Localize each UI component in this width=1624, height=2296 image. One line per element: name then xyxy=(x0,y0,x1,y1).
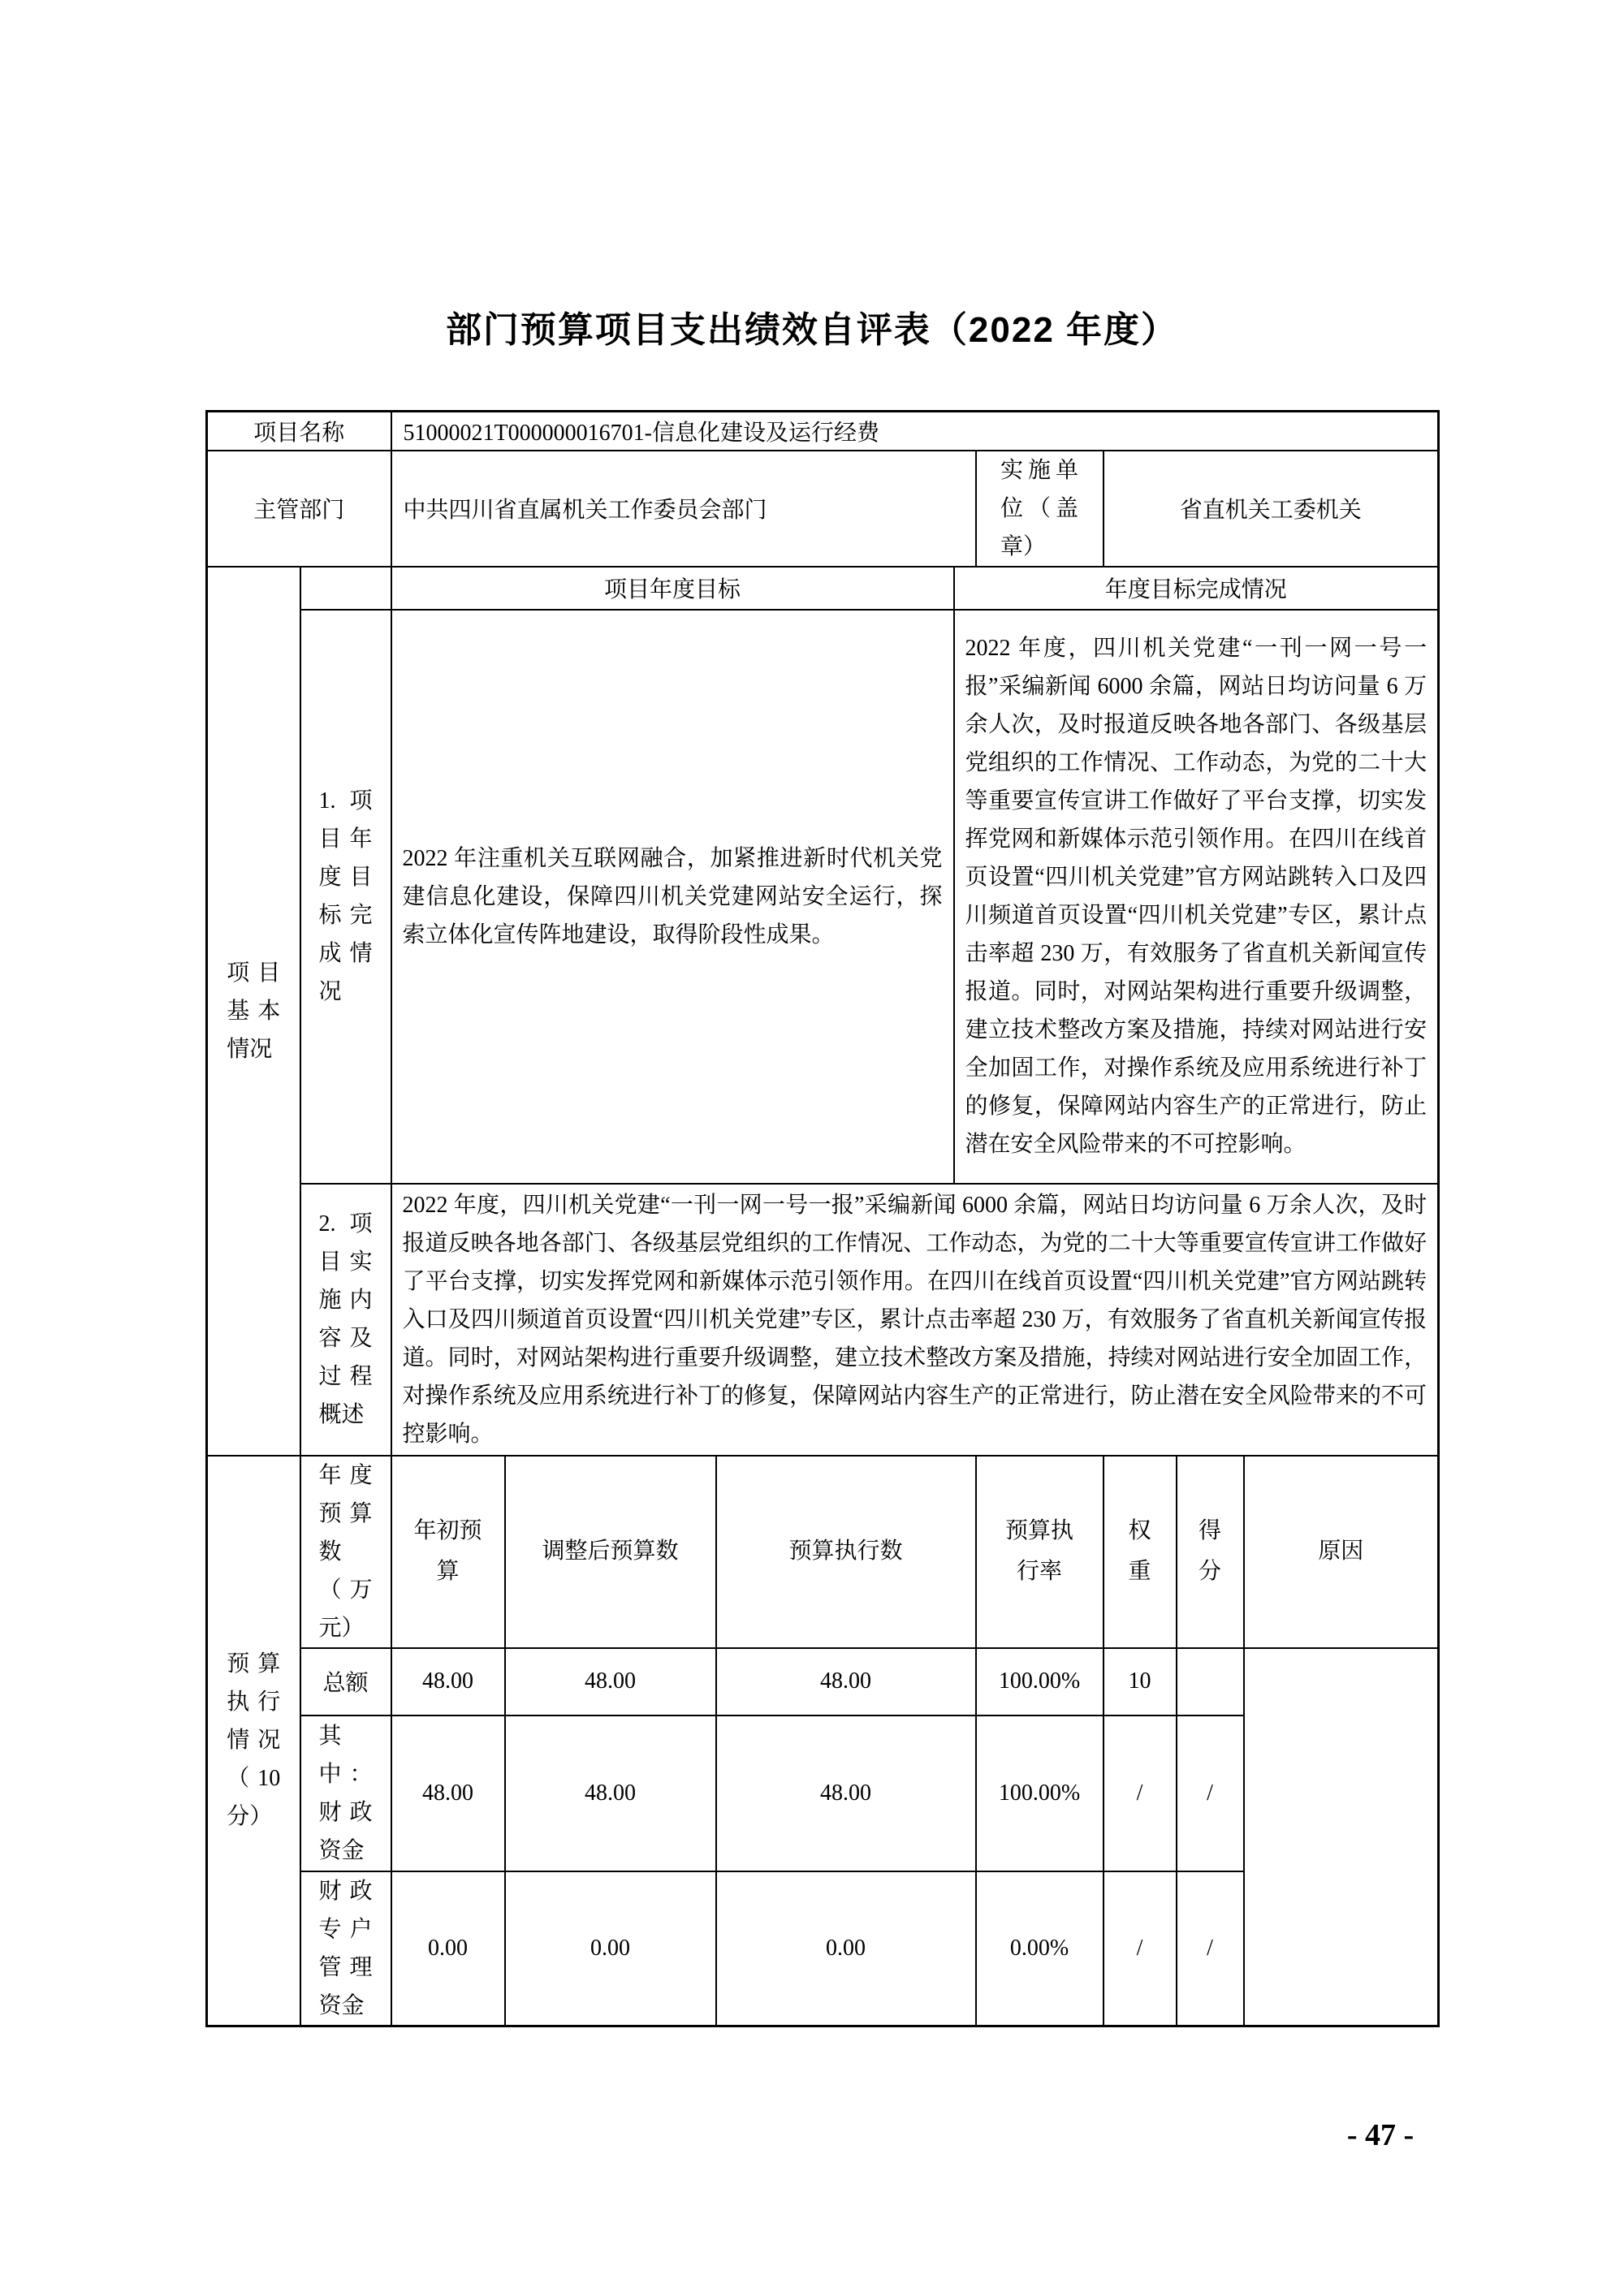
basic-info-section-label: 项目基本情况 xyxy=(227,960,281,1062)
total-weight: 10 xyxy=(1104,1648,1177,1716)
fiscal-score: / xyxy=(1177,1716,1244,1871)
weight-header-cell xyxy=(1104,1456,1177,1648)
initial-budget-header-cell xyxy=(391,1456,505,1648)
execution-rate-header-cell xyxy=(976,1456,1104,1648)
implementation-label: 2.项目实施内容及过程概述 xyxy=(318,1211,373,1427)
special-label: 财政专户管理资金 xyxy=(318,1878,373,2018)
annual-budget-header-cell xyxy=(300,1456,391,1648)
empty-cell xyxy=(300,567,391,610)
page-number: - 47 - xyxy=(1346,2118,1415,2152)
reason-header: 原因 xyxy=(1244,1456,1439,1648)
page-title: 部门预算项目支出绩效自评表（2022 年度） xyxy=(445,310,1179,350)
score-header: 得分 xyxy=(1199,1518,1222,1584)
total-executed: 48.00 xyxy=(716,1648,976,1716)
annual-goal-text: 2022 年注重机关互联网融合，加紧推进新时代机关党建信息化建设，保障四川机关党建网站安全运行，探索立体化宣传阵地建设，取得阶段性成果。 xyxy=(402,845,943,947)
score-header-cell xyxy=(1177,1456,1244,1648)
reason-value xyxy=(1244,1648,1439,2026)
fiscal-adjusted: 48.00 xyxy=(505,1716,716,1871)
impl-unit-label: 实施单位（盖章） xyxy=(1000,457,1079,559)
implementation-text-cell xyxy=(391,1184,1439,1456)
fiscal-initial: 48.00 xyxy=(391,1716,505,1871)
fiscal-executed: 48.00 xyxy=(716,1716,976,1871)
annual-goal-text-cell xyxy=(391,610,954,1184)
annual-budget-header: 年度预算数（万元） xyxy=(318,1462,373,1641)
budget-header-row xyxy=(207,1456,1439,1648)
special-weight: / xyxy=(1104,1871,1177,2026)
implementation-label-cell xyxy=(300,1184,391,1456)
total-score xyxy=(1177,1648,1244,1716)
total-initial: 48.00 xyxy=(391,1648,505,1716)
goal-completion-text: 2022 年度，四川机关党建“一刊一网一号一报”采编新闻 6000 余篇，网站日均访问量 6 万余人次，及时报道反映各地各部门、各级基层党组织的工作情况、工作动态，为党的二十大等重要宣传宣讲工作做好了平台支撑，切实发挥党网和新媒体示范引领作用。在四川在线首页设置“四川机关党建”官方网站跳转入口及四川频道首页设置“四川机关党建”专区，累计点击率超 230 万，有效服务了省直机关新闻宣传报道。同时，对网站架构进行重要升级调整，建立技术整改方案及措施，持续对网站进行安全加固工作，对操作系统及应用系统进行补丁的修复，保障网站内容生产的正常进行，防止潜在安全风险带来的不可控影响。 xyxy=(965,636,1427,1157)
special-rate: 0.00% xyxy=(976,1871,1104,2026)
special-initial: 0.00 xyxy=(391,1871,505,2026)
budget-total-row xyxy=(207,1648,1439,1716)
adjusted-budget-header: 调整后预算数 xyxy=(505,1456,716,1648)
fiscal-weight: / xyxy=(1104,1716,1177,1871)
special-adjusted: 0.00 xyxy=(505,1871,716,2026)
basic-info-section-label-cell xyxy=(207,567,300,1456)
total-adjusted: 48.00 xyxy=(505,1648,716,1716)
goal-completion-text-cell xyxy=(954,610,1439,1184)
implementation-row xyxy=(207,1184,1439,1456)
self-evaluation-table xyxy=(205,410,1440,2027)
impl-unit-label-cell xyxy=(976,451,1104,567)
fiscal-rate: 100.00% xyxy=(976,1716,1104,1871)
goal-completion-header: 年度目标完成情况 xyxy=(954,567,1439,610)
fiscal-label: 其中：财政资金 xyxy=(318,1723,373,1863)
execution-rate-header: 预算执行率 xyxy=(1005,1518,1074,1584)
budget-section-label-cell xyxy=(207,1456,300,2026)
project-name-label: 项目名称 xyxy=(207,412,391,451)
implementation-text: 2022 年度，四川机关党建“一刊一网一号一报”采编新闻 6000 余篇，网站日均访问量 6 万余人次，及时报道反映各地各部门、各级基层党组织的工作情况、工作动态，为党的二十大等重要宣传宣讲工作做好了平台支撑，切实发挥党网和新媒体示范引领作用。在四川在线首页设置“四川机关党建”官方网站跳转入口及四川频道首页设置“四川机关党建”专区，累计点击率超 230 万，有效服务了省直机关新闻宣传报道。同时，对网站架构进行重要升级调整，建立技术整改方案及措施，持续对网站进行安全加固工作，对操作系统及应用系统进行补丁的修复，保障网站内容生产的正常进行，防止潜在安全风险带来的不可控影响。 xyxy=(402,1192,1427,1447)
project-name-value: 51000021T000000016701-信息化建设及运行经费 xyxy=(391,412,1439,451)
initial-budget-header: 年初预算 xyxy=(413,1518,482,1584)
fiscal-label-cell xyxy=(300,1716,391,1871)
special-score: / xyxy=(1177,1871,1244,2026)
special-label-cell xyxy=(300,1871,391,2026)
project-name-row xyxy=(207,412,1439,451)
impl-unit-value: 省直机关工委机关 xyxy=(1104,451,1439,567)
annual-goal-header: 项目年度目标 xyxy=(391,567,954,610)
total-label: 总额 xyxy=(300,1648,391,1716)
department-row xyxy=(207,451,1439,567)
goal-completion-row xyxy=(207,610,1439,1184)
executed-budget-header: 预算执行数 xyxy=(716,1456,976,1648)
goal-header-row xyxy=(207,567,1439,610)
department-label: 主管部门 xyxy=(207,451,391,567)
department-value: 中共四川省直属机关工作委员会部门 xyxy=(391,451,976,567)
weight-header: 权重 xyxy=(1128,1518,1151,1584)
goal-completion-label: 1.项目年度目标完成情况 xyxy=(318,788,373,1004)
goal-completion-label-cell xyxy=(300,610,391,1184)
budget-section-label: 预算执行情况（10分） xyxy=(227,1651,281,1829)
special-executed: 0.00 xyxy=(716,1871,976,2026)
total-rate: 100.00% xyxy=(976,1648,1104,1716)
